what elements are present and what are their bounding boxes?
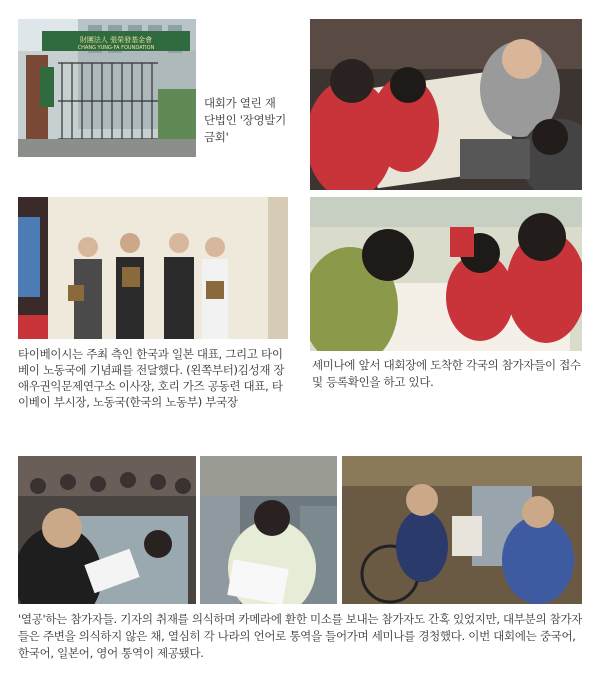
foundation-building-photo	[18, 19, 196, 157]
plaque-ceremony-photo	[18, 197, 288, 339]
foundation-caption: 대회가 열린 재단법인 '장영발기금회'	[204, 96, 286, 144]
registration-photo-top	[310, 19, 582, 190]
registration-caption: 세미나에 앞서 대회장에 도착한 각국의 참가자들이 접수 및 등록확인을 하고 있다.	[312, 358, 581, 389]
seminar-caption: '열공'하는 참가자들. 기자의 취재를 의식하며 카메라에 환한 미소를 보내는 참가자도 간혹 있었지만, 대부분의 참가자들은 주변을 의식하지 않은 채, 열심히 각 나라의 언어로 통역을 들어가며 세미나를 경청했다. 이번 대회에는 중국어, 한국어, 일본어, 영어 통역이 제공됐다.	[18, 612, 583, 660]
seminar-listener-photo	[200, 456, 337, 604]
registration-photo-bottom	[310, 197, 582, 351]
building-sign-line1: 財團法人 張榮發基金會	[79, 36, 153, 44]
building-sign-line2: CHANG YUNG-FA FOUNDATION	[77, 45, 155, 51]
taipei-plaque-caption: 타이베이시는 주최 측인 한국과 일본 대표, 그리고 타이베이 노동국에 기념패를 전달했다. (왼쪽부터)김성재 장애우권익문제연구소 이사장, 호리 가즈 공동련 대표, 타이베이 부시장, 노동국(한국의 노동부) 부국장	[18, 347, 285, 409]
seminar-audience-photo	[18, 456, 196, 604]
seminar-wheelchair-photo	[342, 456, 582, 604]
